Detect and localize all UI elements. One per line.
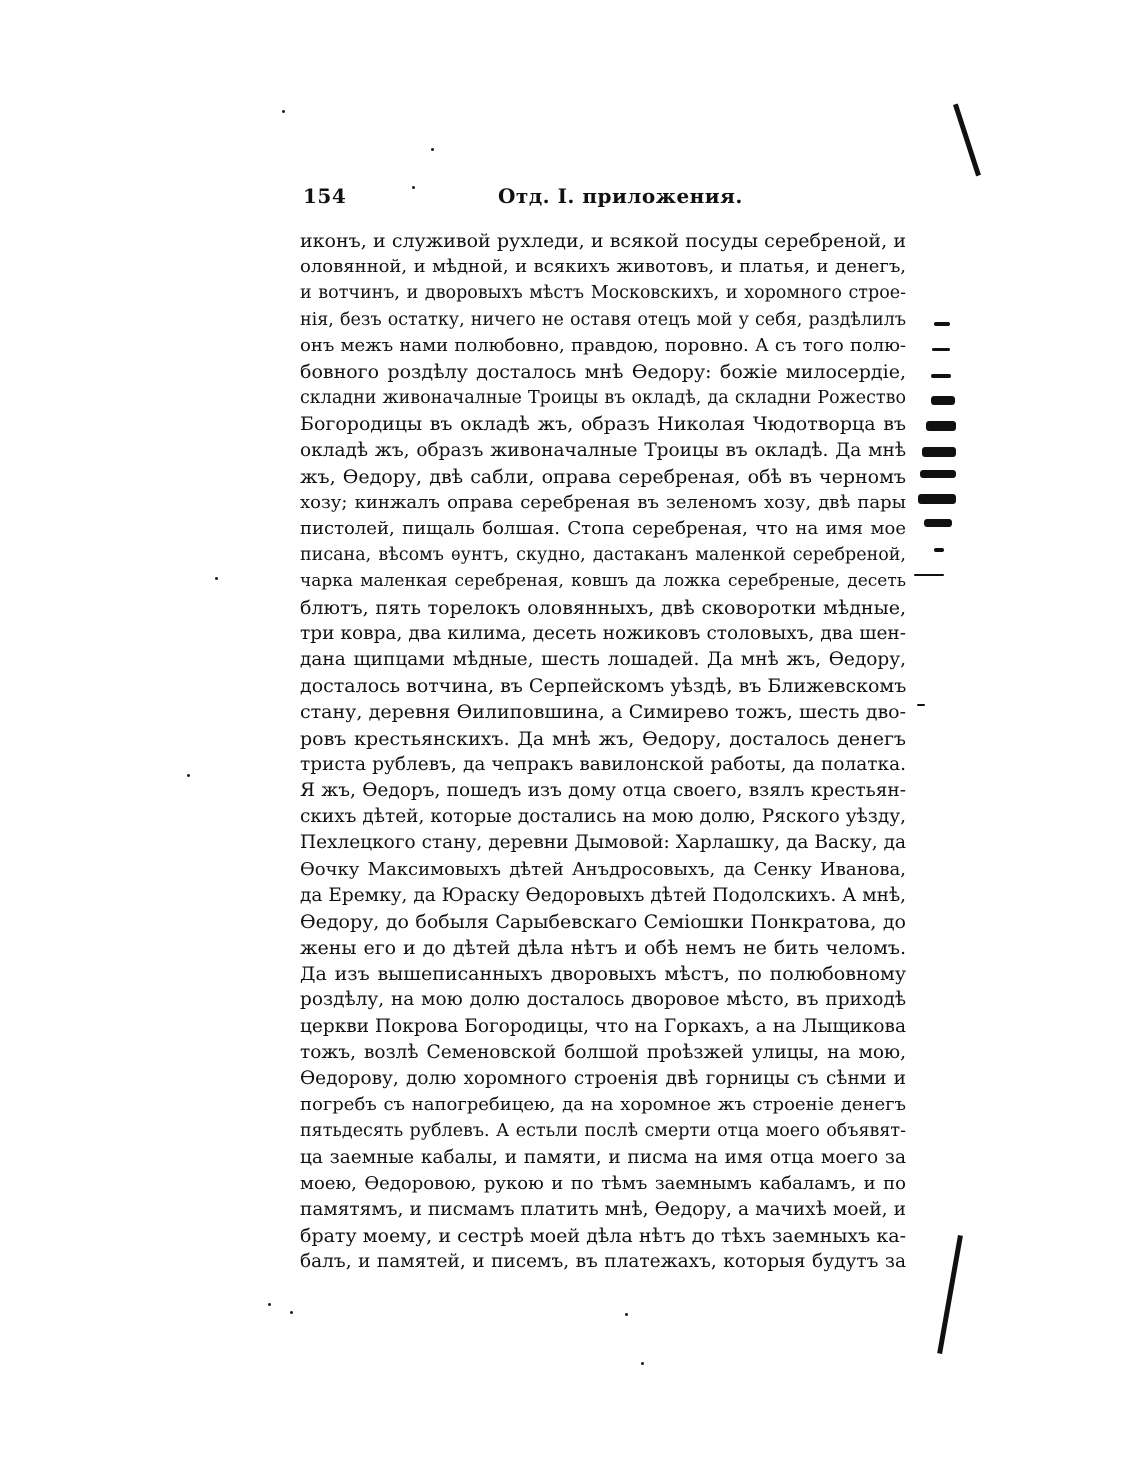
text-line: писана, вѣсомъ ѳунтъ, скудно, дастаканъ маленкой серебреной,	[300, 545, 906, 566]
text-line: тожъ, возлѣ Семеновской болшой проѣзжей улицы, на мою,	[300, 1041, 906, 1063]
margin-tick	[920, 470, 956, 478]
text-line: Ѳедору, до бобыля Сарыбевскаго Семіошки Понкратова, до	[300, 910, 906, 933]
text-line: скихъ дѣтей, которые достались на мою долю, Ряского уѣзду,	[300, 806, 906, 828]
scan-edge-mark-bottom	[937, 1235, 963, 1354]
text-line: роздѣлу, на мою долю досталось дворовое мѣсто, въ приходѣ	[300, 989, 906, 1011]
margin-tick	[931, 396, 955, 405]
margin-tick	[924, 519, 952, 527]
margin-tick	[914, 574, 944, 576]
margin-tick	[932, 348, 950, 351]
scan-speck	[625, 1313, 628, 1316]
text-line: досталось вотчина, въ Серпейскомъ уѣздѣ, въ Ближевскомъ	[300, 675, 907, 698]
margin-tick	[926, 421, 956, 431]
text-line: оловянной, и мѣдной, и всякихъ животовъ, и платья, и денегъ,	[300, 256, 906, 278]
scan-speck	[431, 148, 434, 151]
text-line: чарка маленкая серебреная, ковшъ да ложка серебреные, десеть	[300, 571, 906, 592]
text-line: складни живоначалные Троицы въ окладѣ, да складни Рожество	[300, 388, 906, 409]
margin-tick	[934, 548, 944, 552]
text-line: моею, Ѳедоровою, рукою и по тѣмъ заемнымъ кабаламъ, и по	[300, 1172, 906, 1194]
text-line: Ѳедорову, долю хоромного строенія двѣ горницы съ сѣнми и	[300, 1068, 906, 1089]
text-line: погребъ съ напогребицею, да на хоромное жъ строеніе денегъ	[300, 1094, 906, 1116]
scan-speck	[412, 186, 415, 189]
scan-speck	[268, 1303, 271, 1306]
margin-tick	[918, 494, 956, 504]
text-line: да Еремку, да Юраску Ѳедоровыхъ дѣтей Подолскихъ. А мнѣ,	[300, 884, 906, 906]
text-line: ровъ крестьянскихъ. Да мнѣ жъ, Ѳедору, досталось денегъ	[300, 727, 906, 750]
page-number: 154	[303, 184, 347, 208]
text-line: три ковра, два килима, десеть ножиковъ столовыхъ, два шен-	[300, 622, 906, 644]
text-line: Пехлецкого стану, деревни Дымовой: Харлашку, да Васку, да	[300, 832, 906, 854]
scan-speck	[215, 577, 218, 580]
text-line: Богородицы въ окладѣ жъ, образъ Николая Чюдотворца въ	[300, 413, 906, 436]
text-line: бовного роздѣлу досталось мнѣ Ѳедору: божіе милосердіе,	[300, 360, 906, 383]
text-line: онъ межъ нами полюбовно, правдою, поровно. А съ того полю-	[300, 334, 906, 356]
text-line: ца заемные кабалы, и памяти, и писма на имя отца моего за	[300, 1146, 906, 1168]
text-line: Я жъ, Ѳедоръ, пошедъ изъ дому отца своего, взялъ крестьян-	[300, 779, 906, 801]
text-line: блютъ, пять торелокъ оловянныхъ, двѣ сковоротки мѣдные,	[300, 596, 906, 619]
text-line: иконъ, и служивой рухледи, и всякой посуды серебреной, и	[300, 230, 906, 252]
text-line: балъ, и памятей, и писемъ, въ платежахъ, которыя будутъ за	[300, 1251, 906, 1273]
margin-tick	[931, 374, 951, 378]
scan-speck	[187, 774, 190, 777]
text-line: Ѳочку Максимовыхъ дѣтей Анъдросовыхъ, да Сенку Иванова,	[300, 858, 906, 880]
text-line: стану, деревня Ѳилиповшина, а Симирево тожъ, шесть дво-	[300, 701, 906, 724]
text-line: нія, безъ остатку, ничего не оставя отецъ мой у себя, раздѣлилъ	[300, 309, 906, 330]
scan-edge-mark-top	[953, 103, 981, 176]
running-head: Отд. I. приложения.	[498, 184, 743, 208]
text-line: церкви Покрова Богородицы, что на Горкахъ, а на Лыщикова	[300, 1015, 906, 1037]
text-line: памятямъ, и писмамъ платить мнѣ, Ѳедору, а мачихѣ моей, и	[300, 1198, 906, 1220]
text-line: брату моему, и сестрѣ моей дѣла нѣтъ до тѣхъ заемныхъ ка-	[300, 1225, 906, 1248]
text-line: хозу; кинжалъ оправа серебреная въ зеленомъ хозу, двѣ пары	[300, 491, 906, 513]
margin-tick	[934, 322, 950, 326]
text-line: пистолей, пищаль болшая. Стопа серебреная, что на имя мое	[300, 518, 906, 540]
text-line: пятьдесять рублевъ. А естьли послѣ смерти отца моего объявят-	[300, 1121, 906, 1142]
text-line: окладѣ жъ, образъ живоначалные Троицы въ окладѣ. Да мнѣ	[300, 439, 906, 461]
body-text	[300, 228, 906, 1276]
scan-speck	[282, 110, 285, 113]
margin-tick	[917, 704, 925, 706]
margin-tick	[922, 447, 956, 457]
scan-speck	[641, 1362, 644, 1365]
text-line: Да изъ вышеписанныхъ дворовыхъ мѣстъ, по полюбовному	[300, 963, 906, 986]
text-line: жены его и до дѣтей дѣла нѣтъ и обѣ немъ не бить челомъ.	[300, 937, 906, 960]
text-line: жъ, Ѳедору, двѣ сабли, оправа серебреная, обѣ въ черномъ	[300, 465, 906, 488]
text-line: дана щипцами мѣдные, шесть лошадей. Да мнѣ жъ, Ѳедору,	[300, 649, 906, 670]
scan-speck	[290, 1311, 293, 1314]
text-line: триста рублевъ, да чепракъ вавилонской работы, да полатка.	[300, 753, 906, 775]
text-line: и вотчинъ, и дворовыхъ мѣстъ Московскихъ, и хоромного строе-	[300, 283, 906, 304]
